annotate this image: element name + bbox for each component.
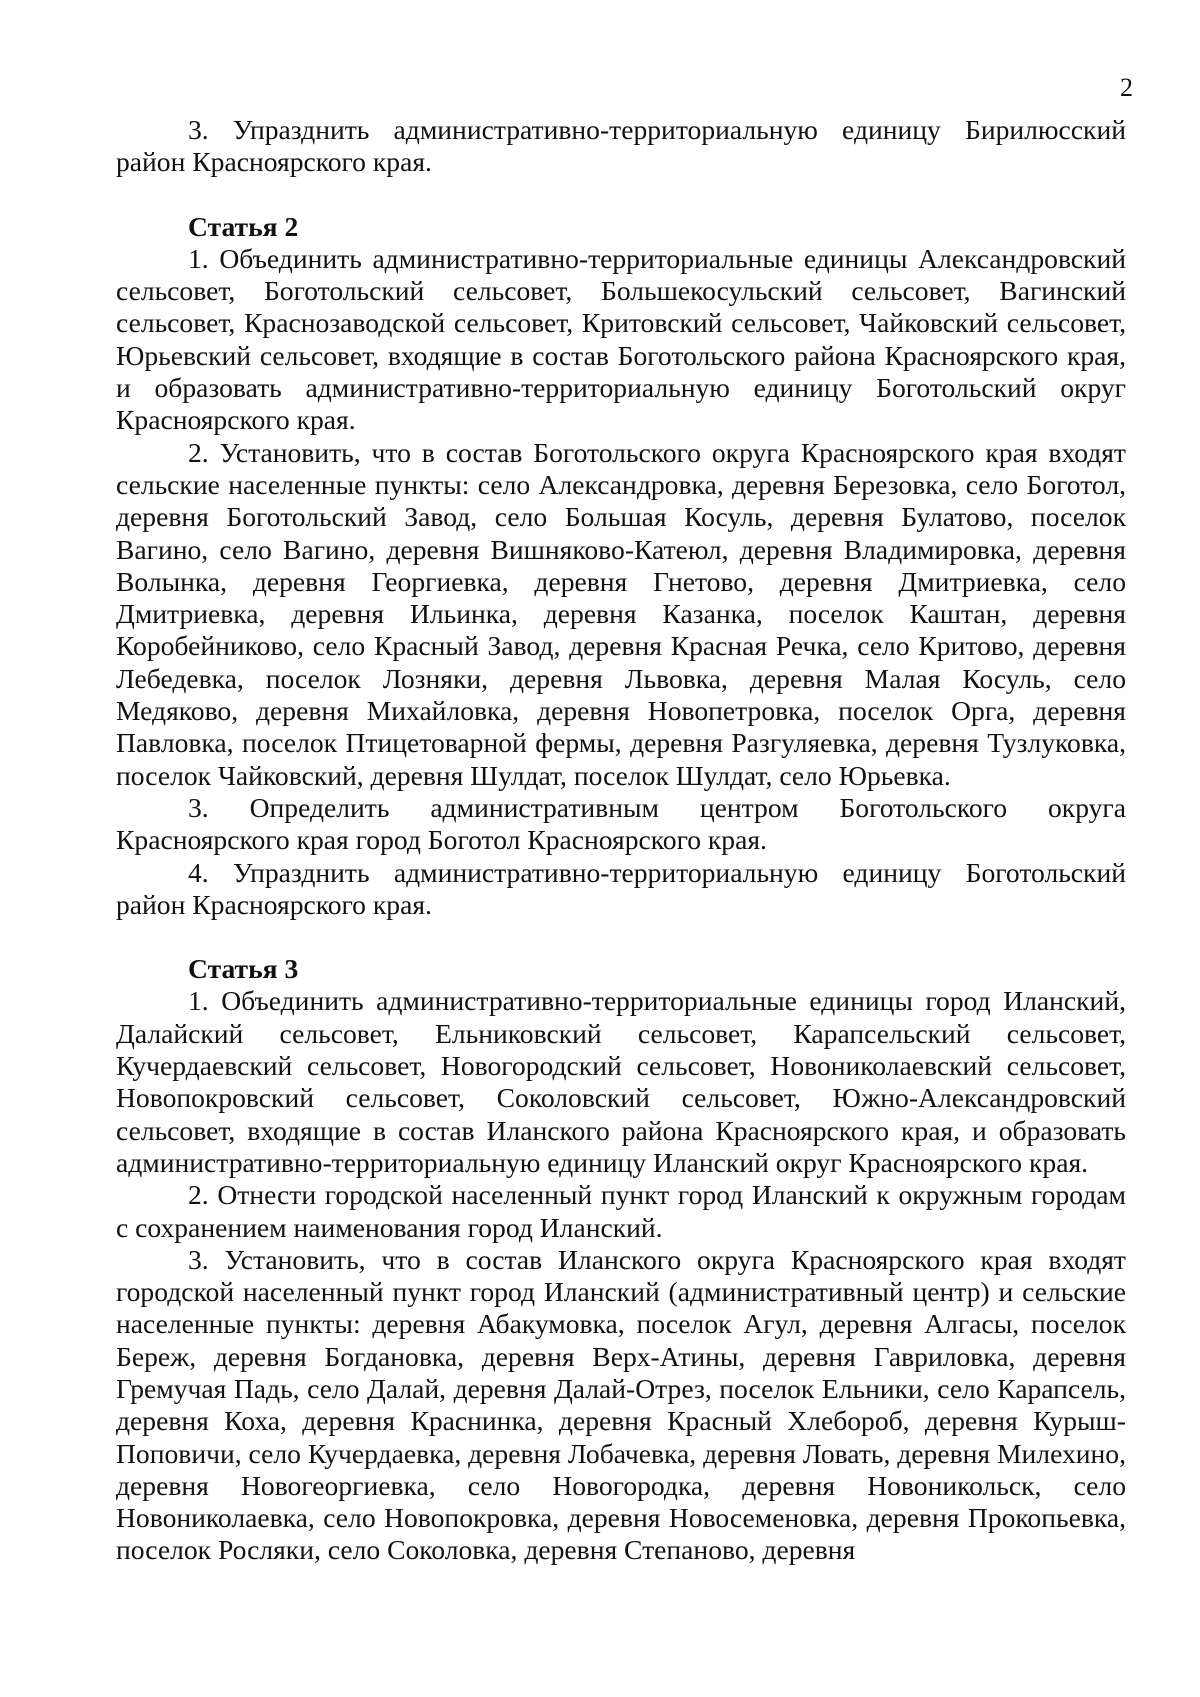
article-3-section	[116, 953, 1126, 1567]
intro-paragraph: 3. Упразднить административно-территориальную единицу Бирилюсский район Красноярского края.	[116, 114, 1126, 178]
document-body	[116, 114, 1126, 1567]
article-3-title: Статья 3	[188, 953, 299, 985]
article-2-paragraph-4: 4. Упразднить административно-территориальную единицу Боготольский район Красноярского края.	[116, 856, 1126, 920]
article-2-section	[116, 211, 1126, 922]
article-2-paragraph-3: 3. Определить административным центром Боготольского округа Красноярского края город Боготол Красноярского края.	[116, 791, 1126, 856]
page-number: 2	[1120, 73, 1133, 102]
article-2-paragraph-1: 1. Объединить административно-территориальные единицы Александровский сельсовет, Боготольский сельсовет, Большекосульский сельсовет, Вагинский сельсовет, Краснозаводской сельсовет, Критовский сельсовет, Чайковский сельсовет, Юрьевский сельсовет, входящие в состав Боготольского района Красноярского края, и образовать административно-территориальную единицу Боготольский округ Красноярского края.	[116, 242, 1126, 436]
article-2-paragraph-2: 2. Установить, что в состав Боготольского округа Красноярского края входят сельские населенные пункты: село Александровка, деревня Березовка, село Боготол, деревня Боготольский Завод, село Большая Косуль, деревня Булатово, поселок Вагино, село Вагино, деревня Вишняково-Катеюл, деревня Владимировка, деревня Волынка, деревня Георгиевка, деревня Гнетово, деревня Дмитриевка, село Дмитриевка, деревня Ильинка, деревня Казанка, поселок Каштан, деревня Коробейниково, село Красный Завод, деревня Красная Речка, село Критово, деревня Лебедевка, поселок Лозняки, деревня Львовка, деревня Малая Косуль, село Медяково, деревня Михайловка, деревня Новопетровка, поселок Орга, деревня Павловка, поселок Птицетоварной фермы, деревня Разгуляевка, деревня Тузлуковка, поселок Чайковский, деревня Шулдат, поселок Шулдат, село Юрьевка.	[116, 436, 1126, 791]
article-3-paragraph-1: 1. Объединить административно-территориальные единицы город Иланский, Далайский сельсовет, Ельниковский сельсовет, Карапсельский сельсовет, Кучердаевский сельсовет, Новогородский сельсовет, Новониколаевский сельсовет, Новопокровский сельсовет, Соколовский сельсовет, Южно-Александровский сельсовет, входящие в состав Иланского района Красноярского края, и образовать административно-территориальную единицу Иланский округ Красноярского края.	[116, 985, 1126, 1178]
article-2-title: Статья 2	[188, 210, 299, 242]
article-3-paragraph-3: 3. Установить, что в состав Иланского округа Красноярского края входят городской населенный пункт город Иланский (административный центр) и сельские населенные пункты: деревня Абакумовка, поселок Агул, деревня Алгасы, поселок Береж, деревня Богдановка, деревня Верх-Атины, деревня Гавриловка, деревня Гремучая Падь, село Далай, деревня Далай-Отрез, поселок Ельники, село Карапсель, деревня Коха, деревня Краснинка, деревня Красный Хлебороб, деревня Курыш-Поповичи, село Кучердаевка, деревня Лобачевка, деревня Ловать, деревня Милехино, деревня Новогеоргиевка, село Новогородка, деревня Новоникольск, село Новониколаевка, село Новопокровка, деревня Новосеменовка, деревня Прокопьевка, поселок Росляки, село Соколовка, деревня Степаново, деревня	[116, 1243, 1126, 1566]
article-3-paragraph-2: 2. Отнести городской населенный пункт город Иланский к окружным городам с сохранением наименования город Иланский.	[116, 1179, 1126, 1243]
